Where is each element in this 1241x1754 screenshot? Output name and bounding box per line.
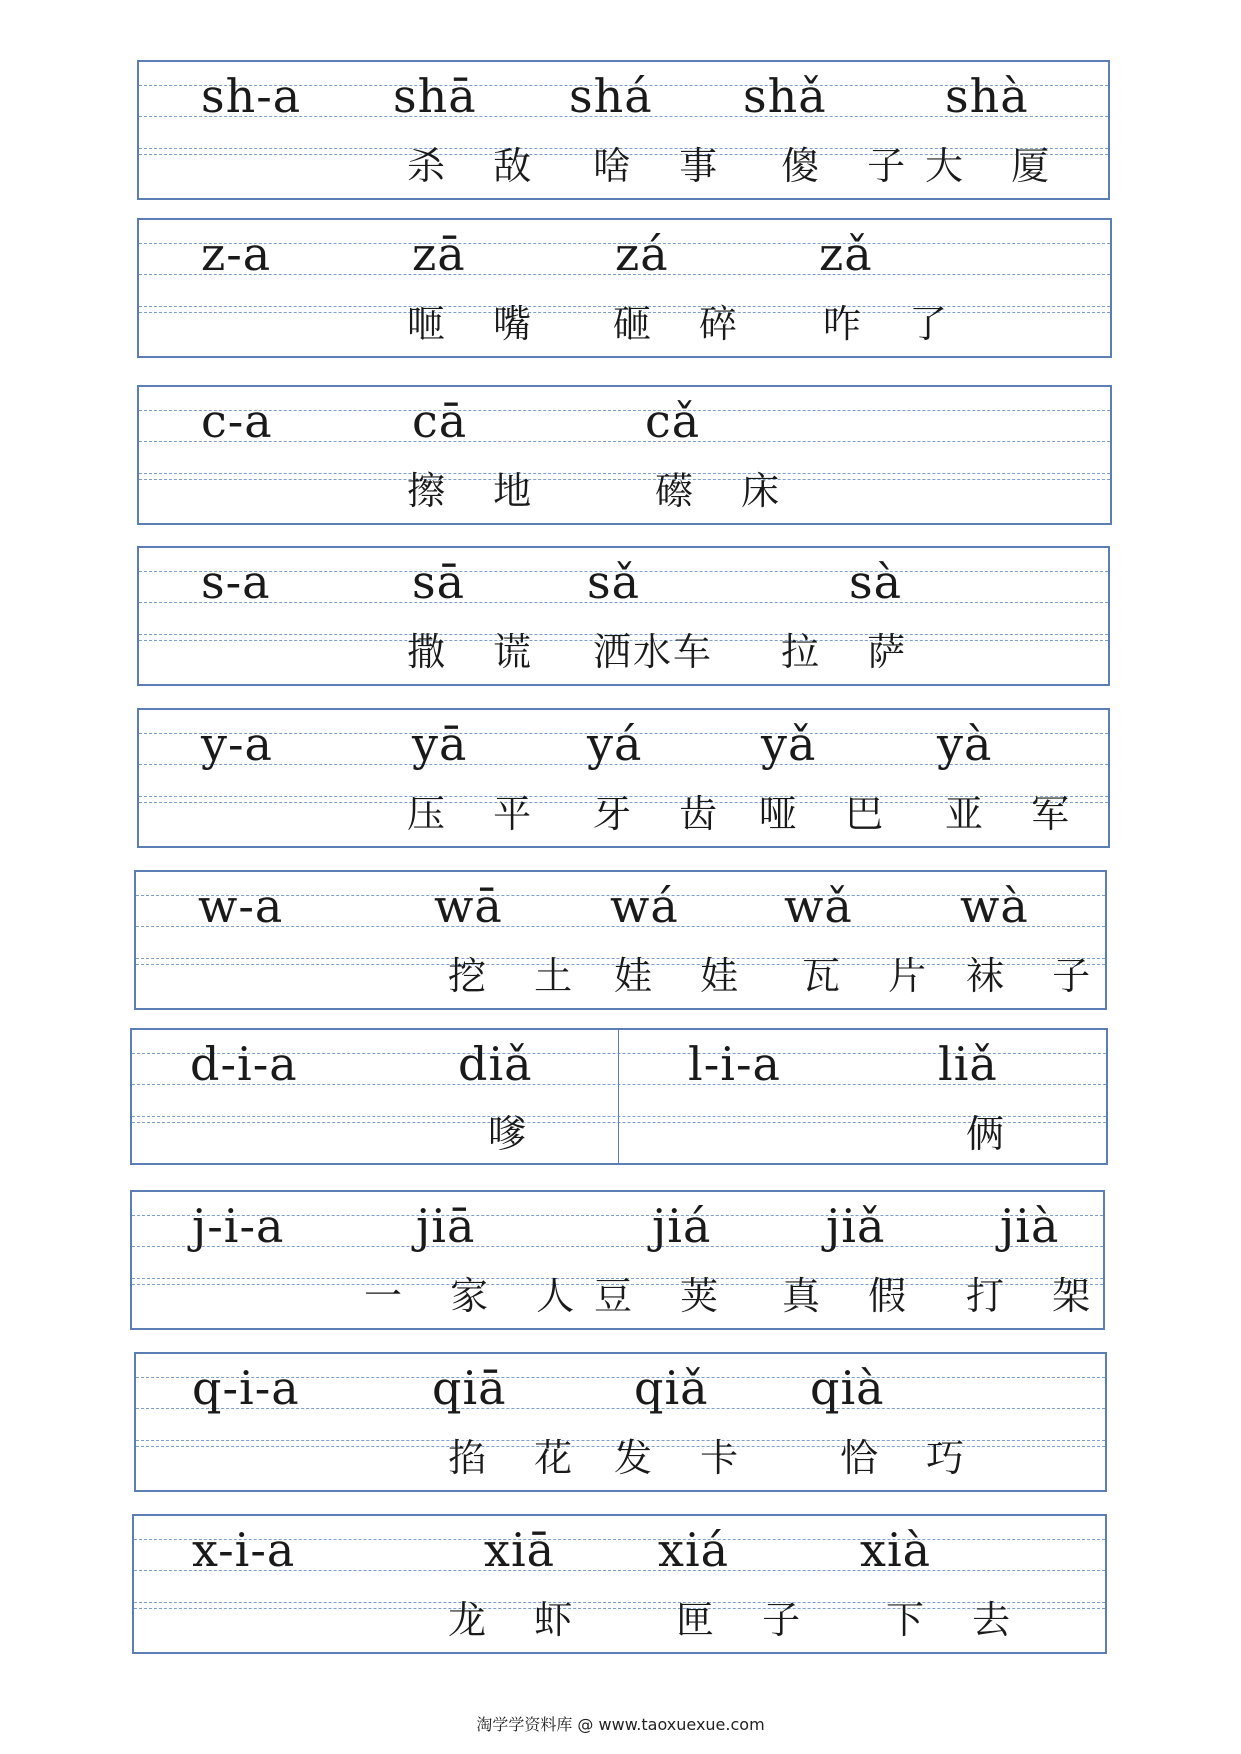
syllable-tone-4: sà — [849, 555, 903, 609]
example-word: 大 厦 — [925, 144, 1068, 188]
syllable-tone-3: zǎ — [819, 227, 873, 281]
syllable-spelling: x-i-a — [192, 1523, 296, 1577]
syllable-spelling: z-a — [201, 227, 272, 281]
syllable-tone-3: liǎ — [938, 1037, 998, 1091]
guide-line — [139, 441, 1110, 442]
example-word: 龙 虾 — [448, 1598, 591, 1642]
syllable-tone-1: shā — [393, 69, 477, 123]
guide-line — [139, 479, 1110, 480]
syllable-tone-1: xiā — [484, 1523, 556, 1577]
example-word: 亚 军 — [945, 792, 1088, 836]
syllable-tone-3: jiǎ — [826, 1199, 886, 1253]
example-word: 发 卡 — [614, 1436, 757, 1480]
example-word: 娃 娃 — [614, 954, 757, 998]
example-word: 咂 嘴 — [407, 302, 550, 346]
syllable-spelling: j-i-a — [192, 1199, 285, 1253]
example-word: 砸 碎 — [613, 302, 756, 346]
example-word: 一 家 人 — [364, 1274, 593, 1318]
guide-line — [132, 1122, 1106, 1123]
example-word: 下 去 — [886, 1598, 1029, 1642]
syllable-tone-1: cā — [412, 394, 468, 448]
pinyin-card-dia-lia — [130, 1028, 1108, 1165]
pinyin-card-qia — [134, 1352, 1107, 1492]
syllable-tone-2: xiá — [658, 1523, 730, 1577]
syllable-spelling: q-i-a — [192, 1361, 300, 1415]
syllable-tone-3: yǎ — [761, 717, 817, 771]
example-word: 洒水车 — [593, 630, 714, 674]
example-word: 擦 地 — [407, 469, 550, 513]
syllable-spelling: c-a — [201, 394, 273, 448]
example-word: 掐 花 — [448, 1436, 591, 1480]
example-word: 恰 巧 — [840, 1436, 983, 1480]
pinyin-card-ca — [137, 385, 1112, 525]
syllable-tone-2: wá — [610, 879, 679, 933]
syllable-tone-3: cǎ — [645, 394, 701, 448]
footer-credit: 淘学学资料库 @ www.taoxuexue.com — [476, 1715, 765, 1734]
syllable-tone-4: jià — [1000, 1199, 1060, 1253]
syllable-tone-3: sǎ — [587, 555, 641, 609]
guide-line — [132, 1116, 1106, 1117]
example-word: 真 假 — [782, 1274, 925, 1318]
syllable-spelling: sh-a — [201, 69, 302, 123]
example-word: 袜 子 — [966, 954, 1109, 998]
syllable-tone-3: shǎ — [743, 69, 827, 123]
example-word: 礤 床 — [655, 469, 798, 513]
example-word: 压 平 — [407, 792, 550, 836]
syllable-tone-4: shà — [945, 69, 1029, 123]
syllable-tone-2: zá — [615, 227, 669, 281]
example-word: 傻 子 — [781, 144, 924, 188]
guide-line — [139, 410, 1110, 411]
syllable-spelling: d-i-a — [190, 1037, 298, 1091]
syllable-tone-3: wǎ — [784, 879, 853, 933]
example-word: 咋 了 — [823, 302, 966, 346]
guide-line — [139, 473, 1110, 474]
pinyin-card-ya — [137, 708, 1110, 848]
example-word: 哑 巴 — [759, 792, 902, 836]
syllable-tone-4: wà — [960, 879, 1029, 933]
pinyin-card-jia — [130, 1190, 1109, 1330]
pinyin-card-wa — [134, 870, 1107, 1010]
syllable-tone-4: yà — [937, 717, 993, 771]
pinyin-card-sha — [137, 60, 1110, 200]
syllable-tone-4: xià — [860, 1523, 932, 1577]
example-word: 俩 — [966, 1112, 1023, 1156]
syllable-tone-3: diǎ — [458, 1037, 533, 1091]
syllable-tone-1: zā — [412, 227, 466, 281]
example-word: 挖 土 — [448, 954, 591, 998]
syllable-tone-2: yá — [587, 717, 643, 771]
example-word: 啥 事 — [593, 144, 736, 188]
syllable-tone-1: jiā — [416, 1199, 476, 1253]
example-word: 豆 荚 — [594, 1274, 737, 1318]
pinyin-card-sa — [137, 546, 1110, 686]
example-word: 撒 谎 — [407, 630, 550, 674]
example-word: 嗲 — [488, 1112, 545, 1156]
syllable-tone-1: yā — [412, 717, 468, 771]
syllable-tone-4: qià — [810, 1361, 885, 1415]
pinyin-card-xia — [132, 1514, 1107, 1654]
syllable-spelling: l-i-a — [688, 1037, 781, 1091]
syllable-spelling: s-a — [201, 555, 271, 609]
example-word: 打 架 — [966, 1274, 1109, 1318]
syllable-tone-3: qiǎ — [634, 1361, 709, 1415]
syllable-spelling: w-a — [198, 879, 284, 933]
example-word: 牙 齿 — [593, 792, 736, 836]
pinyin-card-za — [137, 218, 1112, 358]
example-word: 杀 敌 — [407, 144, 550, 188]
syllable-tone-2: jiá — [652, 1199, 712, 1253]
example-word: 匣 子 — [676, 1598, 819, 1642]
example-word: 拉 萨 — [781, 630, 924, 674]
syllable-tone-1: sā — [412, 555, 466, 609]
syllable-spelling: y-a — [201, 717, 273, 771]
syllable-tone-1: wā — [434, 879, 503, 933]
example-word: 瓦 片 — [802, 954, 945, 998]
syllable-tone-2: shá — [569, 69, 653, 123]
syllable-tone-1: qiā — [432, 1361, 507, 1415]
